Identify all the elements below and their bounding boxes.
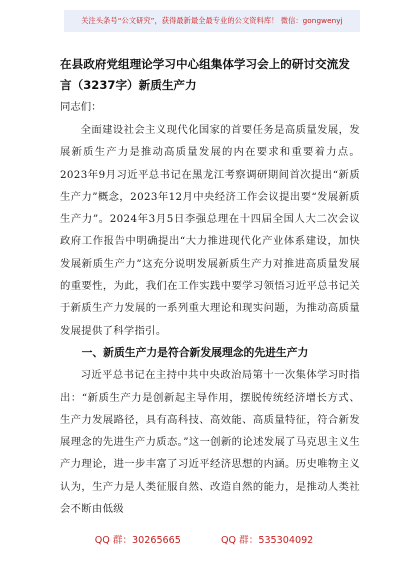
paragraph: 习近平总书记在主持中共中央政治局第十一次集体学习时指出：“新质生产力是创新起主导作用，摆脱传统经济增长方式、生产力发展路径，具有高科技、高效能、高质量特征，符合新发展理念的先进生产力质态。”这一创新的论述发展了马克思主义生产力理论，进一步丰富了习近平经济思想的内涵。历史唯物主义认为，生产力是人类征服自然、改造自然的能力，是推动人类社会不断由低级	[60, 369, 360, 516]
salutation: 同志们：	[60, 101, 102, 113]
qq-group-2: QQ 群：535304092	[221, 535, 314, 546]
document-body	[60, 119, 360, 520]
page-footer	[0, 532, 408, 546]
promo-banner: 关注头条号“公文研究”，获得最新最全最专业的公文资料库！ 微信：gongwenyj	[64, 10, 360, 32]
paragraph: 全面建设社会主义现代化国家的首要任务是高质量发展，发展新质生产力是推动高质量发展的内在要求和重要着力点。2023年9月习近平总书记在黑龙江考察调研期间首次提出“新质生产力”概念，2023年12月中央经济工作会议提出要“发展新质生产力”。2024年3月5日李强总理在十四届全国人大二次会议政府工作报告中明确提出“大力推进现代化产业体系建设，加快发展新质生产力”这充分说明发展新质生产力对推进高质量发展的重要性，为此，我们在工作实践中要学习领悟习近平总书记关于新质生产力发展的一系列重大理论和现实问题，为推动高质量发展提供了科学指引。	[60, 124, 360, 337]
section-heading: 一、新质生产力是符合新发展理念的先进生产力	[81, 345, 309, 359]
document-title: 在县政府党组理论学习中心组集体学习会上的研讨交流发言（3237字）新质生产力	[60, 57, 350, 92]
qq-group-1: QQ 群：30265665	[94, 535, 181, 546]
